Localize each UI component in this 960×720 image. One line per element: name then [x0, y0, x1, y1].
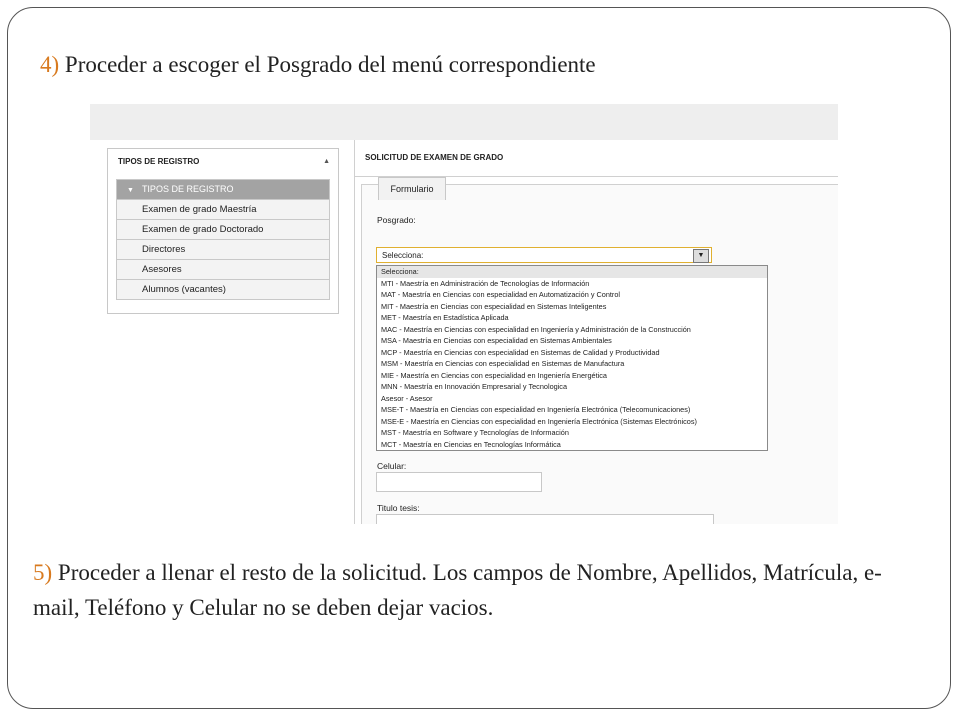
dropdown-option[interactable]: MSE-T - Maestría en Ciencias con especialidad en Ingeniería Electrónica (Telecomunicaciones) — [381, 405, 691, 414]
dropdown-option[interactable]: MAT - Maestría en Ciencias con especialidad en Automatización y Control — [381, 290, 621, 299]
tree-header[interactable] — [117, 180, 329, 199]
dropdown-option[interactable]: MSE-E - Maestría en Ciencias con especialidad en Ingeniería Electrónica (Sistemas Electrónicos) — [381, 416, 697, 426]
tree-header-label: TIPOS DE REGISTRO — [141, 184, 234, 194]
dropdown-option[interactable]: MST - Maestría en Software y Tecnologías de Información — [381, 428, 569, 437]
slide-heading — [40, 52, 596, 78]
panel-title: TIPOS DE REGISTRO — [118, 157, 200, 166]
dropdown-option[interactable]: MNN - Maestría en Innovación Empresarial y Tecnologica — [381, 382, 568, 391]
heading-step-number: 4) — [40, 52, 60, 77]
celular-label: Celular: — [377, 461, 407, 471]
form-title: SOLICITUD DE EXAMEN DE GRADO — [365, 153, 504, 162]
registration-tree — [116, 179, 330, 300]
dropdown-option[interactable]: Selecciona: — [377, 266, 767, 278]
dropdown-option[interactable]: MAC - Maestría en Ciencias con especialidad en Ingeniería y Administración de la Construcción — [381, 324, 691, 334]
app-top-bar — [90, 104, 838, 140]
tree-item-examen-doctorado[interactable]: Examen de grado Doctorado — [117, 219, 329, 239]
caret-down-icon: ▼ — [127, 187, 134, 194]
dropdown-option[interactable]: MIE - Maestría en Ciencias con especialidad en Ingeniería Energética — [381, 370, 607, 380]
tree-item-alumnos[interactable]: Alumnos (vacantes) — [117, 279, 329, 299]
chevron-down-icon[interactable]: ▼ — [693, 249, 709, 263]
tree-item-asesores[interactable]: Asesores — [117, 259, 329, 279]
tree-item-examen-maestria[interactable]: Examen de grado Maestría — [117, 199, 329, 219]
dropdown-option[interactable]: MTI - Maestría en Administración de Tecnologías de Información — [381, 278, 590, 288]
caret-up-icon[interactable]: ▲ — [323, 158, 330, 165]
celular-input[interactable] — [376, 472, 542, 492]
titulo-tesis-label: Titulo tesis: — [377, 503, 420, 513]
registration-types-panel — [107, 148, 339, 314]
footnote-text: Proceder a llenar el resto de la solicitud. Los campos de Nombre, Apellidos, Matrícula, e-mail, Teléfono y Celular no se deben dejar vacios. — [33, 560, 882, 620]
dropdown-option[interactable]: MCP - Maestría en Ciencias con especialidad en Sistemas de Calidad y Productividad — [381, 347, 660, 357]
heading-text: Proceder a escoger el Posgrado del menú correspondiente — [59, 52, 596, 77]
dropdown-option[interactable]: MSM - Maestría en Ciencias con especialidad en Sistemas de Manufactura — [381, 359, 625, 368]
dropdown-option[interactable]: MIT - Maestría en Ciencias con especialidad en Sistemas Inteligentes — [381, 301, 607, 311]
titulo-tesis-input[interactable] — [376, 514, 714, 524]
tree-item-directores[interactable]: Directores — [117, 239, 329, 259]
slide-footnote — [33, 555, 893, 625]
dropdown-option[interactable]: MET - Maestría en Estadística Aplicada — [381, 313, 509, 322]
posgrado-dropdown-list — [376, 265, 768, 451]
dropdown-option[interactable]: MCT - Maestría en Ciencias en Tecnologías Informática — [381, 439, 561, 449]
app-screenshot — [90, 104, 838, 524]
tab-formulario[interactable]: Formulario — [378, 177, 446, 200]
posgrado-label: Posgrado: — [377, 215, 416, 225]
posgrado-select[interactable] — [376, 247, 712, 263]
form-tab-panel — [361, 184, 838, 524]
dropdown-option[interactable]: MSA - Maestría en Ciencias con especialidad en Sistemas Ambientales — [381, 336, 612, 345]
exam-request-panel — [354, 140, 838, 524]
footnote-step-number: 5) — [33, 560, 53, 585]
dropdown-option[interactable]: Asesor - Asesor — [381, 393, 433, 403]
posgrado-selected-value: Selecciona: — [382, 251, 424, 260]
